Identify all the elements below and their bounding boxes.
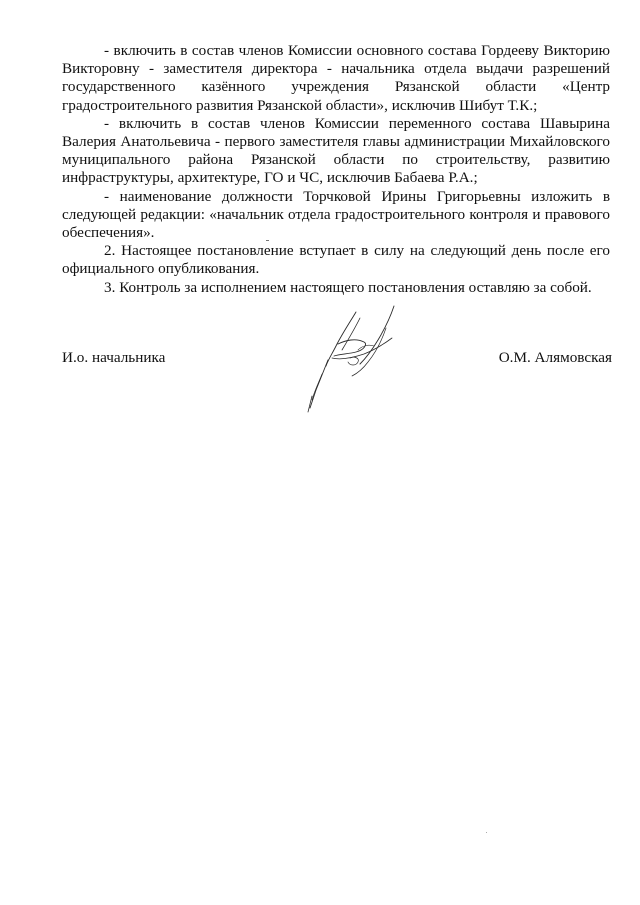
paragraph-effective-date: 2. Настоящее постановление вступает в силу на следующий день после его официального опубликования. <box>62 242 610 278</box>
paragraph-rename-position: - наименование должности Торчковой Ирины Григорьевны изложить в следующей редакции: «начальник отдела градостроительного контроля и правового обеспечения». <box>62 187 610 242</box>
paragraph-include-variable-member: - включить в состав членов Комиссии переменного состава Шавырина Валерия Анатольевича - первого заместителя главы администрации Михайловского муниципального района Рязанской области по строительству, развитию инфраструктуры, архитектуре, ГО и ЧС, исключив Бабаева Р.А.; <box>62 114 610 187</box>
stray-mark <box>266 240 269 241</box>
handwritten-signature <box>298 300 418 418</box>
signatory-title: И.о. начальника <box>62 349 166 366</box>
paragraph-include-main-member: - включить в состав членов Комиссии основного состава Гордееву Викторию Викторовну - заместителя директора - начальника отдела выдачи разрешений государственного казённого учреждения Рязанской области «Центр градостроительного развития Рязанской области», исключив Шибут Т.К.; <box>62 42 610 114</box>
scan-speck <box>486 832 487 833</box>
signatory-name: О.М. Алямовская <box>498 349 612 366</box>
paragraph-control: 3. Контроль за исполнением настоящего постановления оставляю за собой. <box>104 278 592 296</box>
document-body <box>62 42 610 297</box>
